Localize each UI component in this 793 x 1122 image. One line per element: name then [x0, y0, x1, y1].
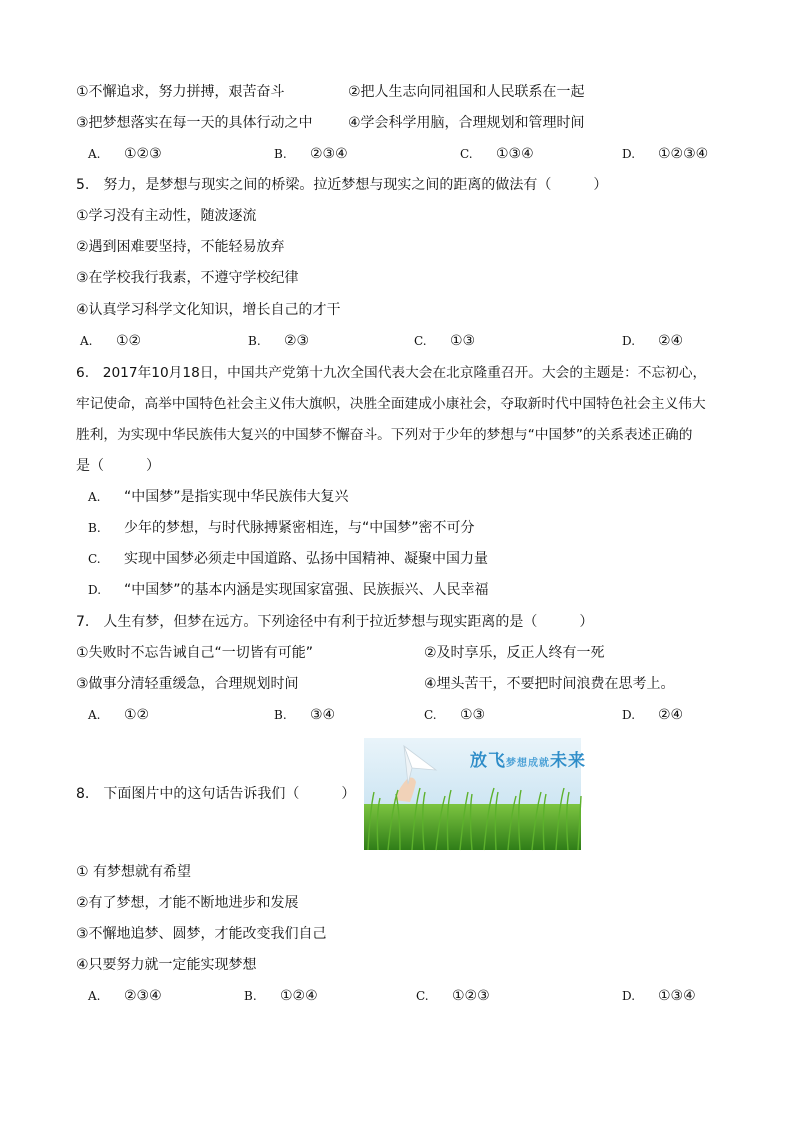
q7-option-b[interactable]: B. ③④: [274, 707, 336, 723]
q4-item-2: ②把人生志向同祖国和人民联系在一起: [348, 84, 585, 100]
q6-stem-line-3: 胜利，为实现中华民族伟大复兴的中国梦不懈奋斗。下列对于少年的梦想与“中国梦”的关系表述正确的: [76, 427, 693, 443]
q4-option-c[interactable]: C. ①③④: [460, 146, 534, 162]
q4-item-3: ③把梦想落实在每一天的具体行动之中: [76, 115, 313, 131]
q4-option-d[interactable]: D. ①②③④: [622, 146, 709, 162]
q6-option-d[interactable]: D. “中国梦”的基本内涵是实现国家富强、民族振兴、人民幸福: [88, 582, 489, 598]
q5-item-2: ②遇到困难要坚持，不能轻易放弃: [76, 239, 285, 255]
q8-option-a[interactable]: A. ②③④: [88, 988, 162, 1004]
q5-item-4: ④认真学习科学文化知识，增长自己的才干: [76, 302, 341, 318]
q8-option-c[interactable]: C. ①②③: [416, 988, 490, 1004]
q7-item-4: ④埋头苦干，不要把时间浪费在思考上。: [424, 676, 675, 692]
q4-option-b[interactable]: B. ②③④: [274, 146, 348, 162]
q5-option-d[interactable]: D. ②④: [622, 333, 684, 349]
q5-option-a[interactable]: A. ①②: [80, 333, 142, 349]
q4-item-4: ④学会科学用脑，合理规划和管理时间: [348, 115, 585, 131]
q8-item-1: ① 有梦想就有希望: [76, 864, 192, 880]
q8-stem: 8. 下面图片中的这句话告诉我们（ ）: [76, 786, 356, 802]
q8-option-b[interactable]: B. ①②④: [244, 988, 318, 1004]
q4-item-1: ①不懈追求，努力拼搏，艰苦奋斗: [76, 84, 285, 100]
q7-item-3: ③做事分清轻重缓急，合理规划时间: [76, 676, 299, 692]
q7-option-d[interactable]: D. ②④: [622, 707, 684, 723]
q8-option-d[interactable]: D. ①③④: [622, 988, 696, 1004]
dream-poster-image: [364, 738, 586, 850]
q6-option-b[interactable]: B. 少年的梦想，与时代脉搏紧密相连，与“中国梦”密不可分: [88, 520, 475, 536]
q6-stem-line-2: 牢记使命，高举中国特色社会主义伟大旗帜，决胜全面建成小康社会，夺取新时代中国特色社会主义伟大: [76, 396, 706, 412]
q5-option-c[interactable]: C. ①③: [414, 333, 476, 349]
q7-item-1: ①失败时不忘告诫自己“一切皆有可能”: [76, 645, 314, 661]
q6-option-c[interactable]: C. 实现中国梦必须走中国道路、弘扬中国精神、凝聚中国力量: [88, 551, 488, 567]
poster-slogan: 放飞梦想成就未来: [470, 751, 586, 771]
q8-item-4: ④只要努力就一定能实现梦想: [76, 957, 257, 973]
q6-option-a[interactable]: A. “中国梦”是指实现中华民族伟大复兴: [88, 489, 349, 505]
q5-stem: 5. 努力，是梦想与现实之间的桥梁。拉近梦想与现实之间的距离的做法有（ ）: [76, 177, 608, 193]
q8-item-2: ②有了梦想，才能不断地进步和发展: [76, 895, 299, 911]
q7-option-a[interactable]: A. ①②: [88, 707, 150, 723]
q5-option-b[interactable]: B. ②③: [248, 333, 310, 349]
q7-stem: 7. 人生有梦，但梦在远方。下列途径中有利于拉近梦想与现实距离的是（ ）: [76, 614, 594, 630]
q6-stem-line-1: 6. 2017年10月18日，中国共产党第十九次全国代表大会在北京隆重召开。大会的主题是：不忘初心，: [76, 365, 707, 381]
q7-item-2: ②及时享乐，反正人终有一死: [424, 645, 605, 661]
q4-option-a[interactable]: A. ①②③: [88, 146, 162, 162]
q6-stem-line-4: 是（ ）: [76, 458, 160, 474]
q5-item-1: ①学习没有主动性，随波逐流: [76, 208, 257, 224]
q7-option-c[interactable]: C. ①③: [424, 707, 486, 723]
q8-item-3: ③不懈地追梦、圆梦，才能改变我们自己: [76, 926, 327, 942]
q5-item-3: ③在学校我行我素，不遵守学校纪律: [76, 270, 299, 286]
